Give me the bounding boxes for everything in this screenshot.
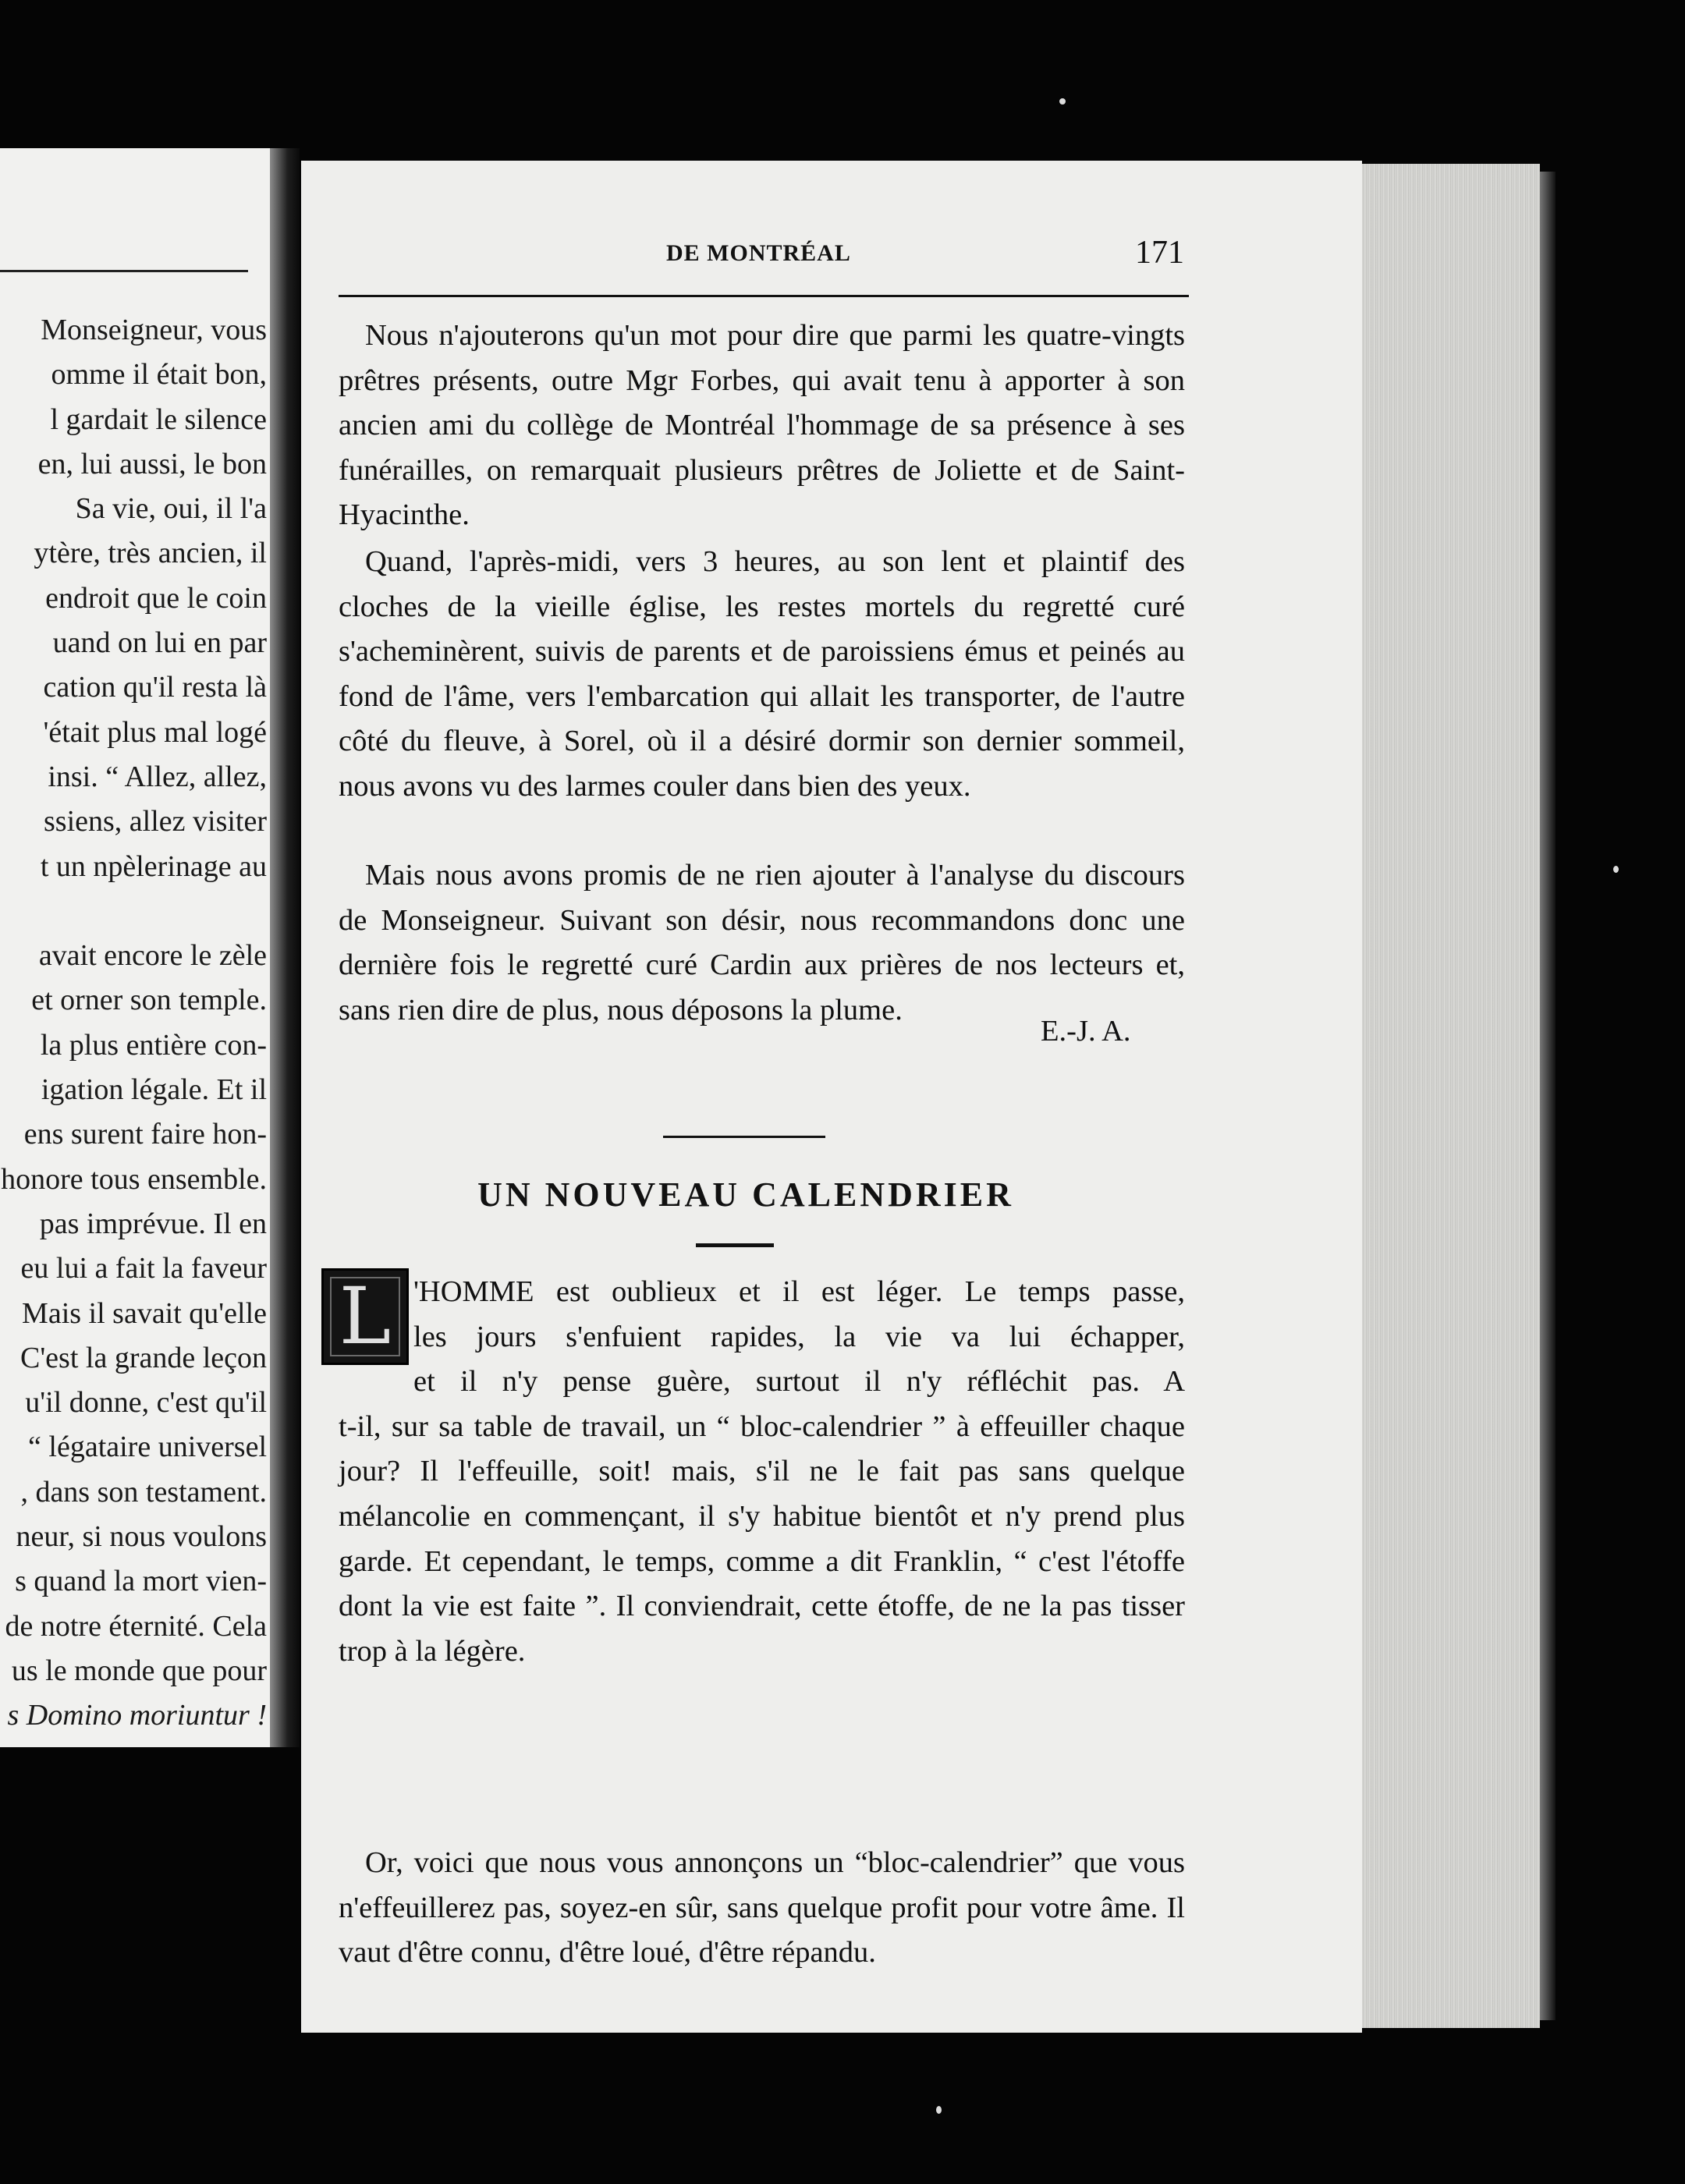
left-page-line (0, 889, 273, 934)
left-page-line-text: pas imprévue. Il en (39, 1207, 267, 1240)
page-edges (1362, 164, 1540, 2028)
dust-speck (1613, 866, 1619, 873)
left-page-line (0, 1202, 273, 1246)
left-page-line-text: ens surent faire hon- (23, 1118, 267, 1151)
left-page-line-text: et orner son temple. (31, 984, 267, 1017)
left-page-line-text: 'était plus mal logé (43, 715, 267, 749)
left-page-line (0, 1381, 273, 1425)
left-page-line (0, 755, 273, 800)
left-page-line (0, 1112, 273, 1157)
section-separator (663, 1136, 825, 1138)
left-page-line-text: de notre éternité. Cela (5, 1609, 267, 1643)
book-gutter (270, 148, 300, 1747)
left-page-line (0, 1158, 273, 1202)
header-rule (339, 295, 1189, 297)
left-page-line-text: ytère, très ancien, il (34, 537, 267, 570)
left-page-text (0, 308, 273, 1739)
paragraph-text: Nous n'ajouterons qu'un mot pour dire que parmi les quatre-vingts prêtres présents, outre Mgr Forbes, qui avait tenu à apporter à son ancien ami du collège de Montréal l'hommage de sa présence à ses funérailles, on remarquait plusieurs prêtres de Joliette et de Saint-Hyacinthe. (339, 319, 1185, 532)
left-page-line-text: s quand la mort vien- (15, 1565, 267, 1598)
left-page-line-text: u'il donne, c'est qu'il (25, 1386, 267, 1420)
dropcap-paragraph-rest: t-il, sur sa table de travail, un “ bloc-calendrier ” à effeuiller chaque jour? Il l'effeuille, soit! mais, s'il ne le fait pas sans quelque mélancolie en commençant, il s'y habitue bientôt et n'y prend plus garde. Et cependant, le temps, comme a dit Franklin, “ c'est l'étoffe dont la vie est faite ”. Il conviendrait, cette étoffe, de ne la pas tisser trop à la légère. (339, 1409, 1185, 1668)
paragraph-1 (339, 314, 1185, 538)
left-page-line (0, 576, 273, 621)
left-page-line-text: igation légale. Et il (41, 1073, 267, 1107)
dropcap-line: et il n'y pense guère, surtout il n'y réfléchit pas. A (413, 1365, 1185, 1399)
dust-speck (1059, 98, 1066, 105)
left-page-line-text: endroit que le coin (45, 581, 267, 615)
left-page-line-text: en, lui aussi, le bon (37, 447, 267, 480)
page-edge-shadow (1540, 172, 1556, 2020)
left-page-line-text: neur, si nous voulons (16, 1520, 267, 1554)
left-page-line-text: honore tous ensemble. (1, 1162, 267, 1196)
left-page-line (0, 934, 273, 978)
title-underline (696, 1243, 774, 1247)
left-page-line-text: l gardait le silence (50, 402, 267, 436)
left-page-line (0, 1604, 273, 1649)
paragraph-text: Mais nous avons promis de ne rien ajouter à l'analyse du discours de Monseigneur. Suivant son désir, nous recommandons donc une dernière fois le regretté curé Cardin aux prières de nos lecteurs et, sans rien dire de plus, nous déposons la plume. (339, 859, 1185, 1026)
left-page-line (0, 665, 273, 710)
left-page-line (0, 442, 273, 487)
left-page-line-text: s Domino moriuntur ! (7, 1699, 267, 1732)
left-page-line-text: uand on lui en par (52, 626, 267, 660)
left-page-line-text: cation qu'il resta là (43, 671, 267, 704)
dust-speck (936, 2106, 942, 2114)
left-page-line (0, 621, 273, 665)
author-signature: E.-J. A. (1041, 1015, 1131, 1048)
left-header-rule (0, 270, 248, 272)
left-page-line-text: Sa vie, oui, il l'a (75, 492, 267, 526)
running-header-title: DE MONTRÉAL (666, 240, 851, 266)
left-page-line-text: avait encore le zèle (38, 939, 267, 973)
left-page-line (0, 978, 273, 1023)
left-page-line (0, 800, 273, 844)
left-page-line-text: Monseigneur, vous (41, 314, 267, 346)
left-page-line-text: “ légataire universel (28, 1431, 267, 1464)
left-page-line-text: , dans son testament. (20, 1475, 267, 1509)
left-page-line-text: us le monde que pour (11, 1654, 267, 1687)
paragraph-2 (339, 540, 1185, 810)
left-page-line (0, 1068, 273, 1112)
dropcap-line: les jours s'enfuient rapides, la vie va lui échapper, (413, 1320, 1185, 1353)
left-page-line-text: eu lui a fait la faveur (20, 1252, 267, 1285)
left-page-line (0, 1023, 273, 1068)
left-page-line (0, 845, 273, 889)
paragraph-3 (339, 853, 1185, 1033)
left-page-line (0, 1559, 273, 1604)
left-page-line-text: la plus entière con- (40, 1028, 267, 1062)
left-page-line (0, 1425, 273, 1470)
dropcap-paragraph (339, 1270, 1185, 1674)
left-page-line (0, 711, 273, 755)
section-title: UN NOUVEAU CALENDRIER (477, 1175, 1014, 1214)
right-page (301, 161, 1362, 2033)
left-page-line (0, 1515, 273, 1559)
running-header (301, 231, 1184, 278)
left-page-line (0, 398, 273, 442)
page-number: 171 (1135, 235, 1184, 271)
paragraph-text: Quand, l'après-midi, vers 3 heures, au son lent et plaintif des cloches de la vieille église, les restes mortels du regretté curé s'acheminèrent, suivis de parents et de paroissiens émus et peinés au fond de l'âme, vers l'embarcation qui allait les transporter, de l'autre côté du fleuve, à Sorel, où il a désiré dormir son dernier sommeil, nous avons vu des larmes couler dans bien des yeux. (339, 545, 1185, 803)
left-page-line (0, 1246, 273, 1291)
left-page-line-text: Mais il savait qu'elle (22, 1296, 267, 1330)
left-facing-page (0, 148, 275, 1747)
left-page-line (0, 353, 273, 397)
left-page-line-text: t un npèlerinage au (40, 849, 267, 883)
left-page-line (0, 1693, 273, 1738)
left-page-line-text: C'est la grande leçon (20, 1341, 267, 1374)
left-page-line-text: omme il était bon, (51, 358, 267, 392)
left-page-line (0, 1336, 273, 1381)
left-page-line (0, 1470, 273, 1515)
paragraph-final (339, 1841, 1185, 1976)
left-page-line (0, 308, 273, 353)
paragraph-text: Or, voici que nous vous annonçons un “bloc-calendrier” que vous n'effeuillerez pas, soyez-en sûr, sans quelque profit pour votre âme. Il vaut d'être connu, d'être loué, d'être répandu. (339, 1846, 1185, 1970)
left-page-line (0, 1649, 273, 1693)
dropcap-line: 'HOMME est oublieux et il est léger. Le temps passe, (413, 1275, 1185, 1308)
left-page-line-text: insi. “ Allez, allez, (48, 760, 267, 793)
left-page-line (0, 531, 273, 576)
left-page-line (0, 487, 273, 531)
drop-cap-letter: L (339, 1271, 392, 1362)
left-page-line-text: ssiens, allez visiter (44, 805, 267, 838)
left-page-line (0, 1292, 273, 1336)
